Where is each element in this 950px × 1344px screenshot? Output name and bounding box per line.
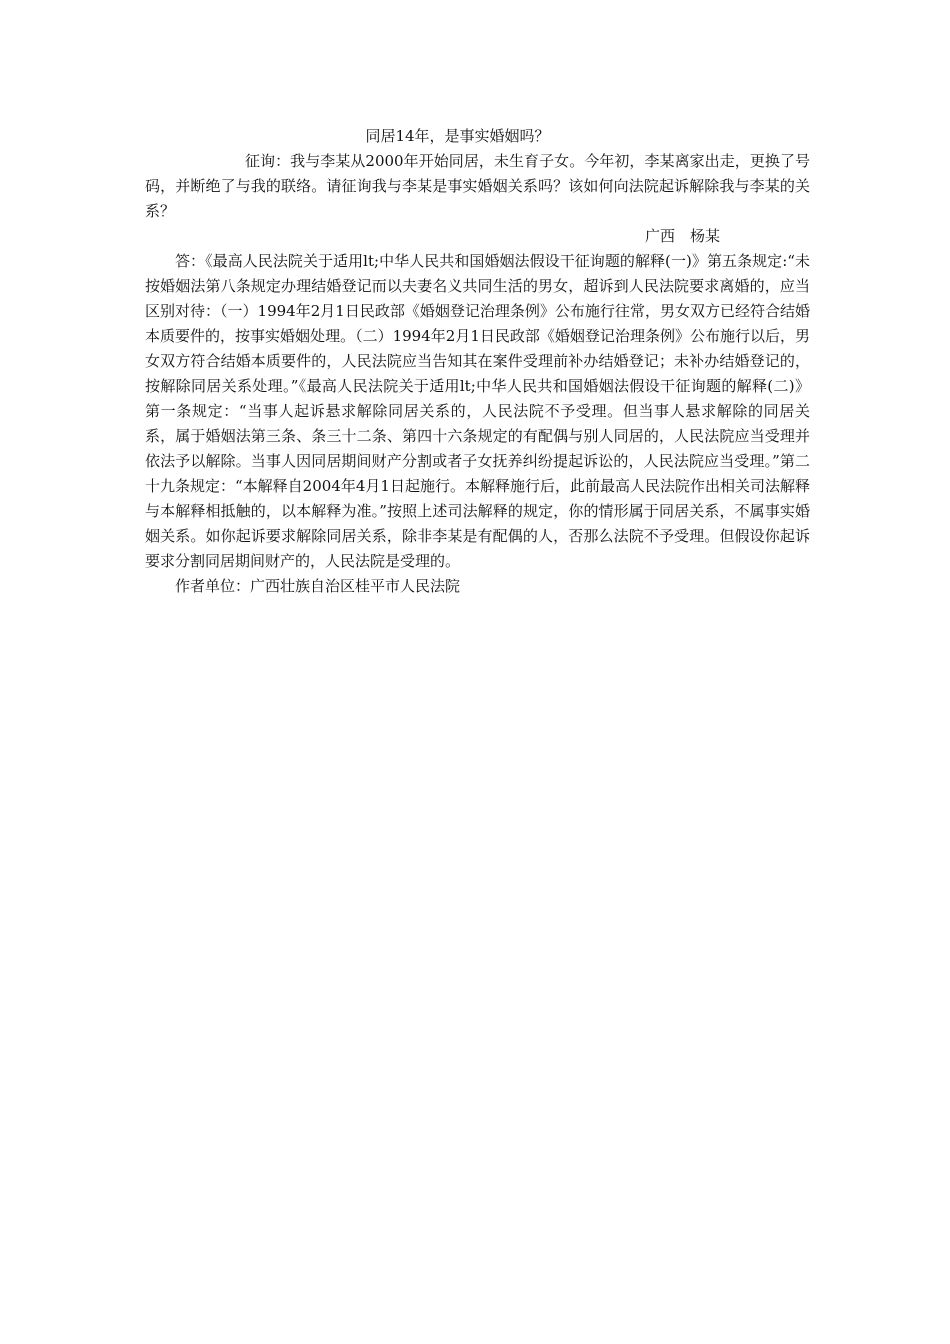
question-signature: 广西 杨某 [644, 227, 720, 245]
article-title: 同居14年，是事实婚姻吗？ [365, 127, 550, 145]
document-page [145, 124, 810, 599]
question-paragraph: 征询：我与李某从2000年开始同居，未生育子女。今年初，李某离家出走，更换了号码，并断绝了与我的联络。请征询我与李某是事实婚姻关系吗？该如何向法院起诉解除我与李某的关系？ [145, 152, 810, 220]
author-affiliation: 作者单位：广西壮族自治区桂平市人民法院 [175, 577, 461, 595]
answer-paragraph: 答：《最高人民法院关于适用lt;中华人民共和国婚姻法假设干征询题的解释(一)》第五条规定:“未按婚姻法第八条规定办理结婚登记而以夫妻名义共同生活的男女，超诉到人民法院要求离婚的，应当区别对待：（一）1994年2月1日民政部《婚姻登记治理条例》公布施行往常，男女双方已经符合结婚本质要件的，按事实婚姻处理。（二）1994年2月1日民政部《婚姻登记治理条例》公布施行以后，男女双方符合结婚本质要件的，人民法院应当告知其在案件受理前补办结婚登记；未补办结婚登记的，按解除同居关系处理。”《最高人民法院关于适用lt;中华人民共和国婚姻法假设干征询题的解释(二)》第一条规定：“当事人起诉悬求解除同居关系的，人民法院不予受理。但当事人悬求解除的同居关系，属于婚姻法第三条、条三十二条、第四十六条规定的有配偶与别人同居的，人民法院应当受理并依法予以解除。当事人因同居期间财产分割或者子女抚养纠纷提起诉讼的，人民法院应当受理。”第二十九条规定：“本解释自2004年4月1日起施行。本解释施行后，此前最高人民法院作出相关司法解释与本解释相抵触的，以本解释为准。”按照上述司法解释的规定，你的情形属于同居关系，不属事实婚姻关系。如你起诉要求解除同居关系，除非李某是有配偶的人，否那么法院不予受理。但假设你起诉要求分割同居期间财产的，人民法院是受理的。 [145, 252, 810, 570]
